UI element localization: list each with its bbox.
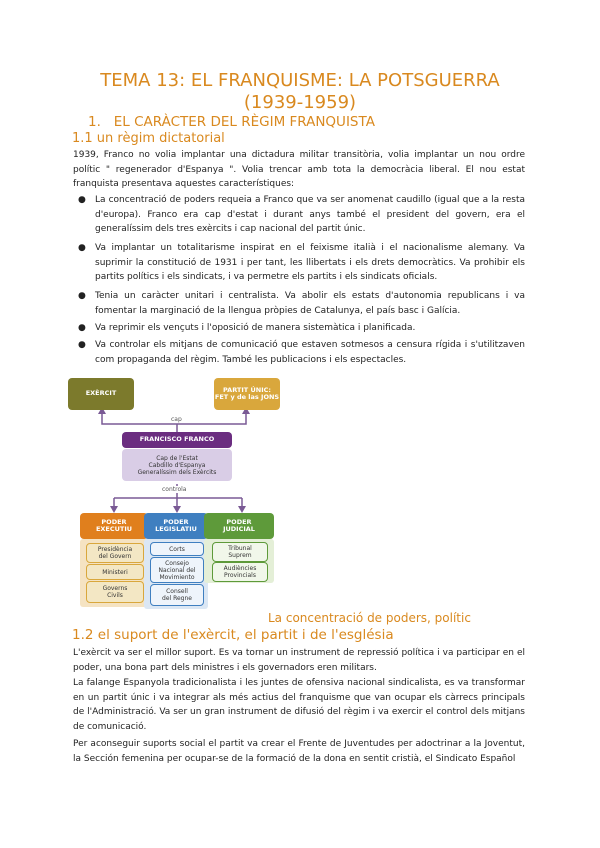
jud-item-text: Provincials bbox=[224, 572, 256, 579]
poder-legislatiu-box bbox=[144, 513, 208, 539]
bullet-text: La concentració de poders requeia a Franco que va ser anomenat caudillo (igual que a la resta d'europa). Franco era cap d'estat i durant anys també el president del govern, era el generalíssim dels tres exèrcits i cap nacional del partit únic. bbox=[95, 195, 525, 235]
exec-item bbox=[86, 543, 144, 563]
bullet-icon: ● bbox=[78, 323, 86, 333]
leg-item bbox=[150, 542, 204, 556]
exec-item-text: Ministeri bbox=[102, 568, 128, 576]
partit-unic-box bbox=[214, 378, 280, 410]
paragraph-suports: Per aconseguir suports social el partit va crear el Frente de Juventudes per adoctrinar a la Joventut, la Sección femenina per ocupar-se de la formació de la dona en sentit cristià, el Sindicato Español bbox=[73, 739, 525, 764]
exec-item-text: del Govern bbox=[98, 553, 132, 560]
bullet-item bbox=[78, 241, 525, 285]
exec-item bbox=[86, 581, 144, 603]
bullet-text: Tenia un caràcter unitari i centralista. Va abolir els estats d'autonomia republicans i va fomentar la marginació de la llengua pròpies de Catalunya, el país basc i Galícia. bbox=[95, 291, 525, 316]
jud-item bbox=[212, 542, 268, 562]
poder-name: LEGISLATIU bbox=[155, 525, 197, 533]
jud-item-text: Audiències bbox=[223, 565, 257, 572]
bullet-item bbox=[78, 321, 525, 336]
bullet-item bbox=[78, 193, 525, 237]
bullet-icon: ● bbox=[78, 291, 86, 301]
leg-item-text: Corts bbox=[169, 545, 185, 553]
jud-item-text: Suprem bbox=[228, 552, 252, 559]
diagram-caption: La concentració de poders, polític bbox=[268, 611, 471, 625]
section-number: 1. bbox=[88, 114, 101, 130]
poder-label: PODER bbox=[226, 517, 252, 526]
poder-executiu-box bbox=[80, 513, 148, 539]
franco-box: FRANCISCO FRANCO bbox=[122, 432, 232, 448]
partit-unic-title: PARTIT ÚNIC: bbox=[223, 385, 271, 394]
poder-name: EXECUTIU bbox=[95, 525, 133, 533]
bullet-icon: ● bbox=[78, 195, 86, 205]
powers-diagram bbox=[60, 372, 280, 612]
poder-label: PODER bbox=[163, 517, 189, 526]
section-heading-1 bbox=[88, 114, 375, 130]
bullet-item bbox=[78, 338, 525, 367]
leg-item-text: del Regne bbox=[162, 595, 192, 602]
exec-item-text: Governs bbox=[102, 585, 128, 592]
bullet-item bbox=[78, 289, 525, 318]
page-title-line2: (1939-1959) bbox=[243, 92, 357, 113]
poder-judicial-box bbox=[204, 513, 274, 539]
jud-item bbox=[212, 562, 268, 582]
leg-item-text: Nacional del bbox=[158, 566, 196, 574]
exercit-box: EXÈRCIT bbox=[68, 378, 134, 410]
leg-item-text: Consell bbox=[166, 588, 188, 595]
cap-label: cap bbox=[171, 416, 182, 423]
controla-label: controla bbox=[162, 486, 187, 493]
franco-roles-box bbox=[122, 449, 232, 481]
leg-item-text: Consejo bbox=[165, 559, 189, 567]
exec-item-text: Civils bbox=[107, 592, 123, 599]
bullet-text: Va reprimir els vençuts i l'oposició de manera sistemàtica i planificada. bbox=[95, 323, 416, 333]
subheading-1-1: 1.1 un règim dictatorial bbox=[72, 131, 225, 146]
partit-unic-subtitle: FET y de las JONS bbox=[214, 393, 280, 401]
leg-item bbox=[150, 584, 204, 606]
franco-role: Cap de l'Estat bbox=[156, 454, 198, 462]
leg-item-text: Movimiento bbox=[159, 573, 195, 581]
franco-role: Generalíssim dels Exèrcits bbox=[137, 468, 217, 476]
leg-item bbox=[150, 557, 204, 583]
jud-item-text: Tribunal bbox=[228, 545, 252, 552]
exec-item-text: Presidència bbox=[97, 546, 133, 553]
intro-paragraph: 1939, Franco no volia implantar una dictadura militar transitòria, volia implantar un nou ordre polític " regenerador d'Espanya ". Volia trencar amb tota la democràcia liberal. El nou estat franquista presentava aquestes característiques: bbox=[73, 150, 525, 190]
bullet-text: Va controlar els mitjans de comunicació que estaven sotmesos a censura rígida i s'utilitzaven com propaganda del règim. També les publicacions i els espectacles. bbox=[95, 340, 525, 365]
poder-name: JUDICIAL bbox=[223, 525, 255, 533]
bullet-icon: ● bbox=[78, 243, 86, 253]
subheading-1-2: 1.2 el suport de l'exèrcit, el partit i de l'església bbox=[72, 627, 394, 643]
exec-item bbox=[86, 564, 144, 580]
franco-role: Cabdillo d'Espanya bbox=[148, 461, 206, 469]
bullet-text: Va implantar un totalitarisme inspirat en el feixisme italià i el nacionalisme alemany. Va suprimir la constitució de 1931 i per tant, les llibertats i els drets democràtics. Va prohibir els partits polítics i els sindicats, i va permetre els partits i els sindicats oficials. bbox=[95, 243, 525, 283]
section-label: EL CARÀCTER DEL RÈGIM FRANQUISTA bbox=[113, 114, 375, 130]
paragraph-falange: La falange Espanyola tradicionalista i les juntes de ofensiva nacional sindicalista, es va transformar en un partit únic i va integrar als més actius del franquisme que van ocupar els càrrecs principals de l'Administració. Va ser un gran instrument de difusió del règim i va exercir el control dels mitjans de comunicació. bbox=[73, 678, 525, 732]
bullet-icon: ● bbox=[78, 340, 86, 350]
poder-label: PODER bbox=[101, 517, 127, 526]
page-title-line1: TEMA 13: EL FRANQUISME: LA POTSGUERRA bbox=[100, 70, 500, 91]
paragraph-exercit: L'exèrcit va ser el millor suport. Es va tornar un instrument de repressió política i va participar en el poder, una bona part dels ministres i els governadors eren militars. bbox=[73, 648, 525, 673]
